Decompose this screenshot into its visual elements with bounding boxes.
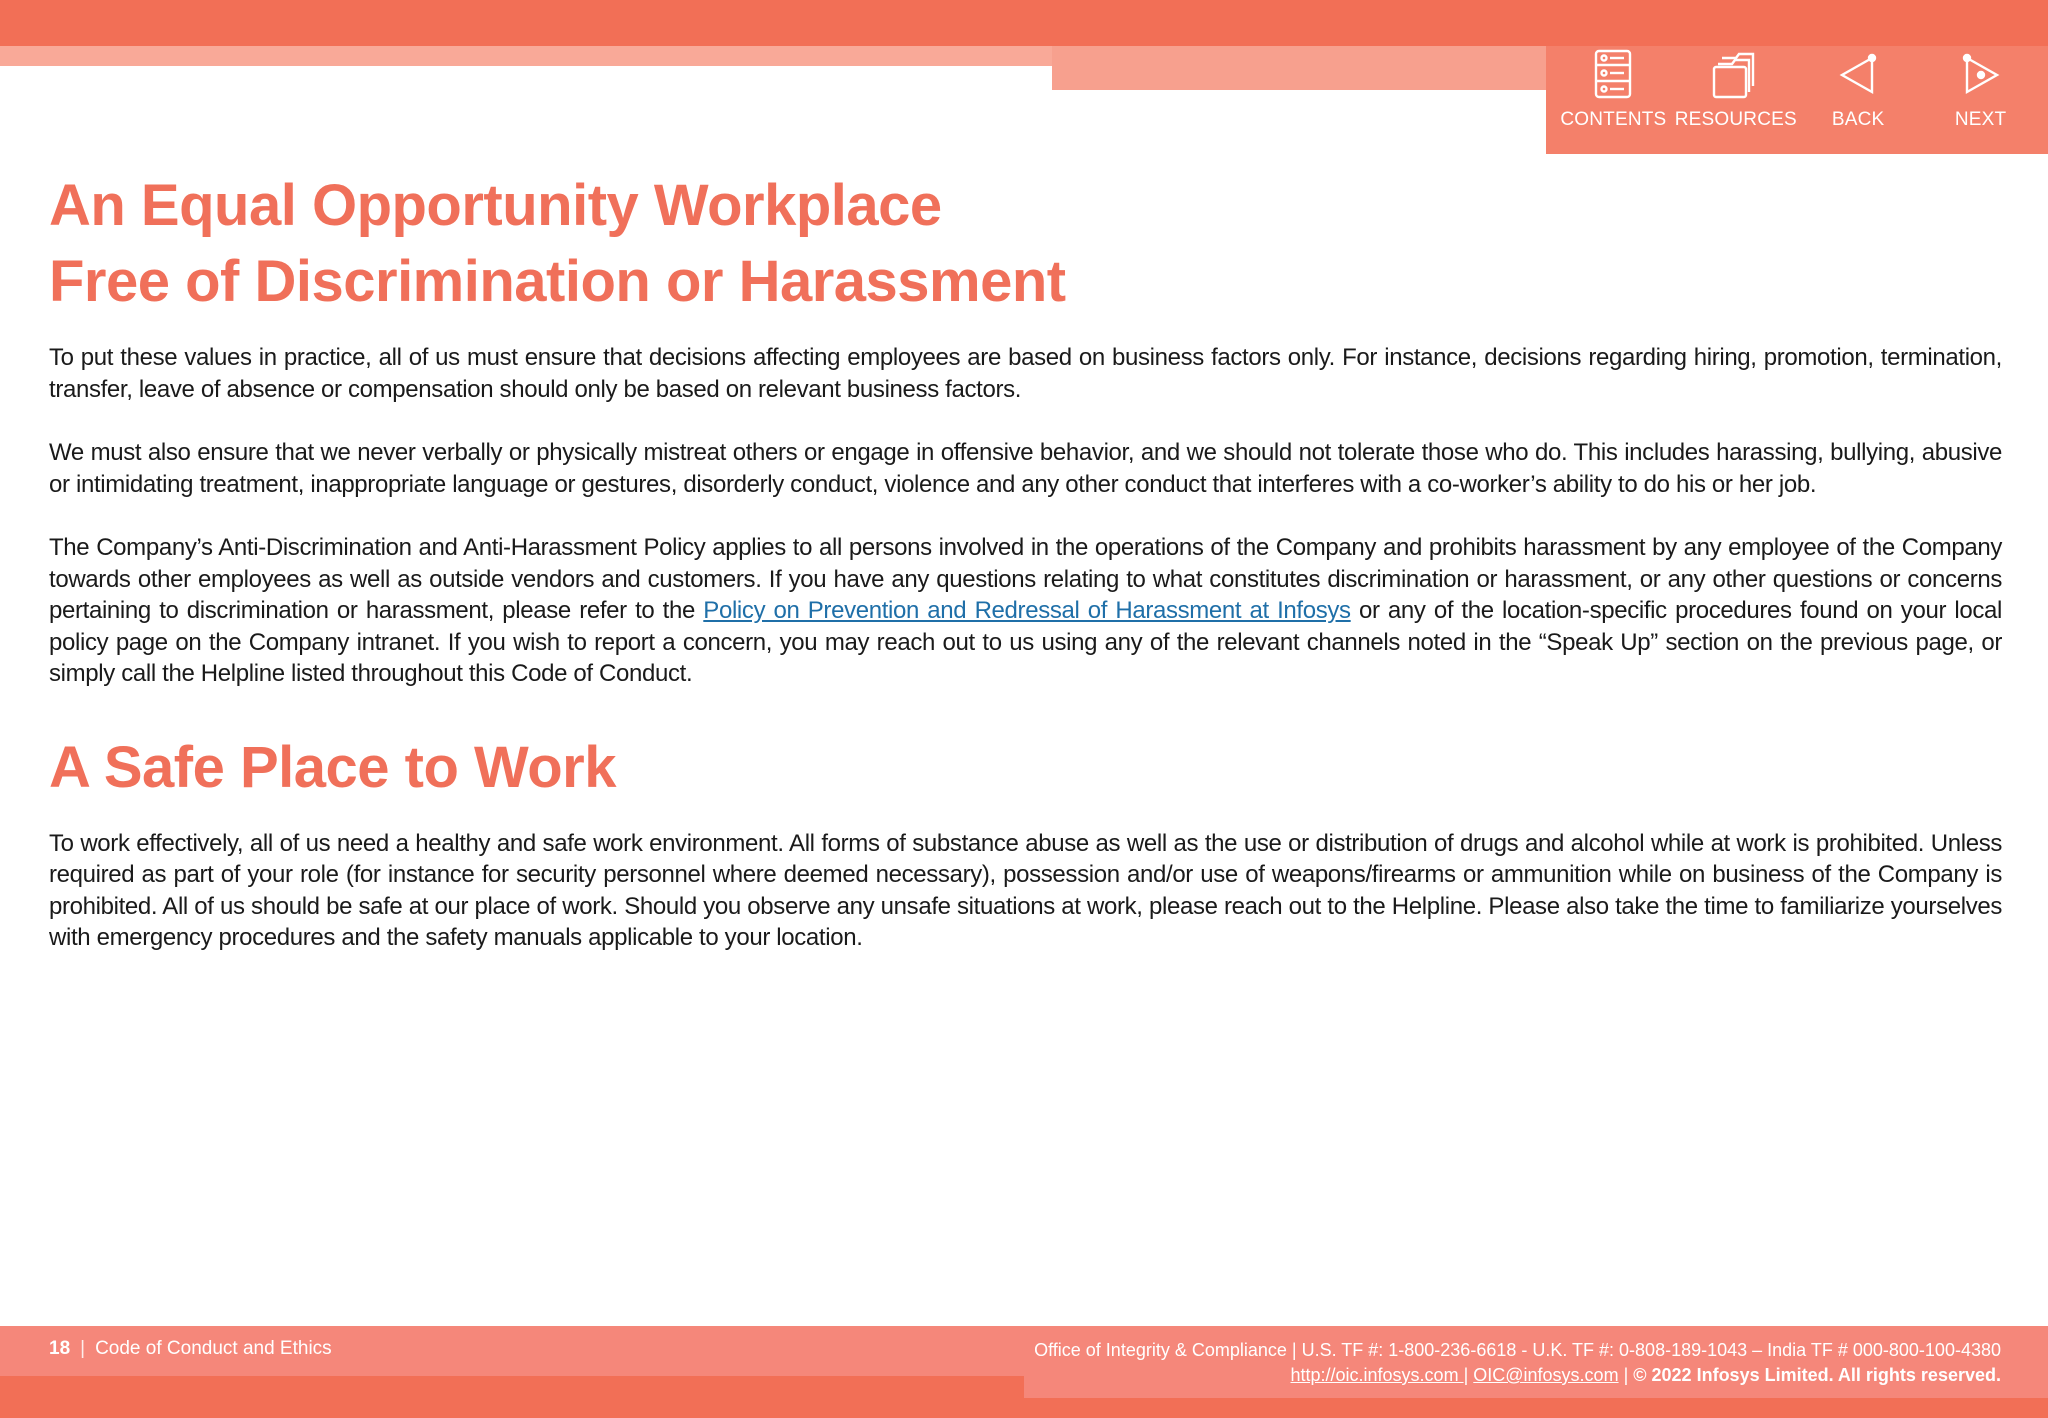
nav-next-button[interactable] (1926, 48, 2036, 131)
nav-resources-button[interactable] (1674, 48, 1797, 131)
page-number: 18 (49, 1338, 71, 1359)
nav-contents-button[interactable] (1558, 48, 1668, 131)
footer-band-bottom-right (1024, 1398, 2048, 1418)
harassment-policy-link[interactable]: Policy on Prevention and Redressal of Harassment at Infosys (703, 597, 1351, 624)
next-arrow-icon (1957, 48, 2005, 100)
document-title: Code of Conduct and Ethics (95, 1338, 332, 1359)
paragraph-text-before-link: The Company’s Anti-Discrimination and Anti-Harassment Policy applies to all persons involved in the operations of the Company and prohibits harassment by any employee of the Company towards other employees as well as outside vendors and customers. If you have any questions relating to what constitutes discrimination or harassment, or any other questions or concerns pertaining to discrimination or harassment, please refer to the (49, 534, 2002, 624)
paragraph-anti-harassment-policy (49, 532, 2002, 690)
section-title-line-1: An Equal Opportunity Workplace (49, 173, 942, 238)
section-title-safe-place: A Safe Place to Work (49, 734, 616, 800)
section-title-equal-opportunity (49, 168, 2002, 320)
nav-resources-label: RESOURCES (1674, 109, 1797, 130)
paragraph-business-factors: To put these values in practice, all of us must ensure that decisions affecting employees are based on business factors only. For instance, decisions regarding hiring, promotion, termination, transfer, leave of absence or compensation should only be based on relevant business factors. (49, 344, 2002, 403)
footer-band-bottom-left (0, 1376, 1024, 1418)
oic-website-link[interactable]: http://oic.infosys.com (1290, 1365, 1464, 1385)
top-navigation (1546, 46, 2048, 154)
copyright-notice: © 2022 Infosys Limited. All rights reserved. (1633, 1365, 2001, 1385)
footer-links-line (1034, 1363, 2001, 1388)
header-band (0, 0, 2048, 46)
footer-separator: | (80, 1338, 86, 1359)
nav-back-button[interactable] (1803, 48, 1913, 131)
header-accent-strip-left (0, 46, 1052, 66)
footer-pipe: | (1463, 1365, 1474, 1385)
paragraph-text-after-link: or any of the location-specific procedures found on your local policy page on the Company intranet. If you wish to report a concern, you may reach out to us using any of the relevant channels noted in the “Speak Up” section on the previous page, or simply call the Helpline listed throughout this Code of Conduct. (49, 597, 2002, 687)
paragraph-safe-work: To work effectively, all of us need a healthy and safe work environment. All forms of substance abuse as well as the use or distribution of drugs and alcohol while at work is prohibited. Unless required as part of your role (for instance for security personnel where deemed necessary), possession and/or use of weapons/firearms or ammunition while on business of the Company is prohibited. All of us should be safe at our place of work. Should you observe any unsafe situations at work, please reach out to the Helpline. Please also take the time to familiarize yourselves with emergency procedures and the safety manuals applicable to your location. (49, 829, 2002, 951)
contents-icon (1589, 48, 1637, 100)
nav-contents-label: CONTENTS (1560, 109, 1667, 130)
footer-contact (1034, 1338, 2001, 1388)
page-content (49, 168, 2002, 954)
nav-next-label: NEXT (1954, 109, 2007, 130)
footer-page-info (49, 1338, 332, 1360)
back-arrow-icon (1834, 48, 1882, 100)
header-accent-strip-right (1052, 46, 1552, 90)
section-title-line-2: Free of Discrimination or Harassment (49, 249, 1066, 314)
footer-contact-line: Office of Integrity & Compliance | U.S. TF #: 1-800-236-6618 - U.K. TF #: 0-808-189-1043 – India TF # 000-800-100-4380 (1034, 1340, 2001, 1360)
nav-back-label: BACK (1831, 109, 1885, 130)
oic-email-link[interactable]: OIC@infosys.com (1473, 1365, 1619, 1385)
resources-folder-icon (1712, 48, 1760, 100)
paragraph-mistreatment: We must also ensure that we never verbally or physically mistreat others or engage in offensive behavior, and we should not tolerate those who do. This includes harassing, bullying, abusive or intimidating treatment, inappropriate language or gestures, disorderly conduct, violence and any other conduct that interferes with a co-worker’s ability to do his or her job. (49, 439, 2002, 498)
footer-pipe-2: | (1618, 1365, 1634, 1385)
